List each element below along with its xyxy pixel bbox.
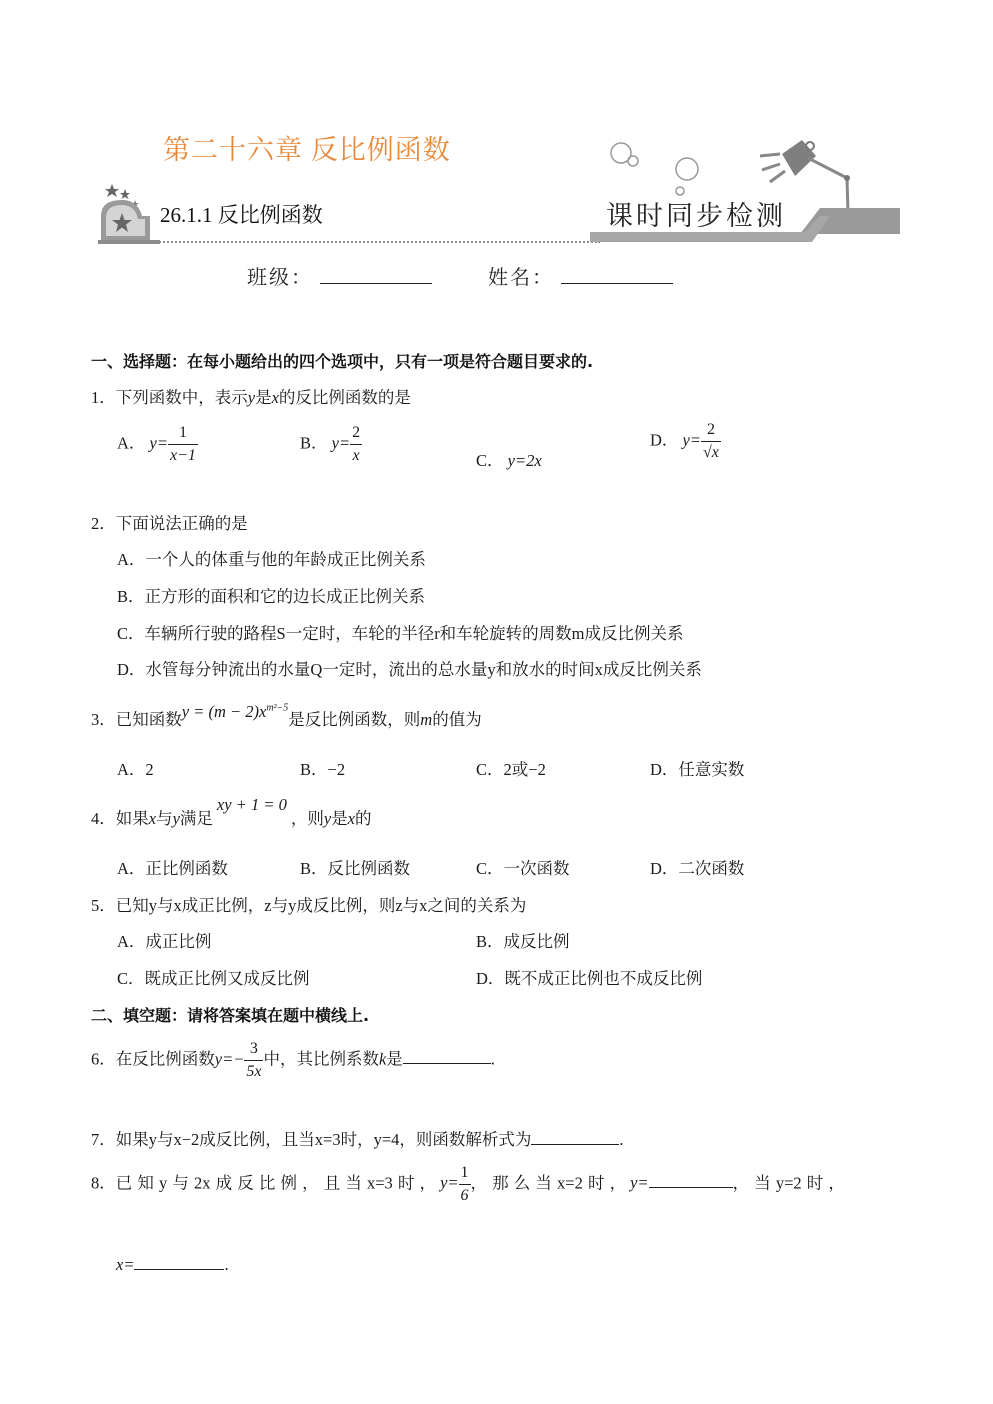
stem-text: ， 当 y=2 时 ，: [732, 1173, 845, 1193]
question-7-stem: [91, 1126, 624, 1150]
question-3-stem: [91, 702, 482, 730]
q5-option-a[interactable]: [117, 928, 211, 952]
q2-option-c[interactable]: [117, 620, 684, 644]
question-4-stem: [91, 795, 372, 829]
fraction: [701, 421, 721, 462]
var-x: x: [148, 809, 157, 828]
q3-option-a[interactable]: [117, 756, 154, 780]
name-input-line[interactable]: [561, 265, 673, 284]
star-badge-icon: [98, 180, 160, 244]
option-label: C．: [476, 760, 504, 779]
question-number: 5．: [91, 896, 116, 915]
numerator: 3: [249, 1040, 258, 1057]
q1-option-c[interactable]: [476, 447, 542, 471]
var-k: k: [378, 1049, 387, 1069]
stem-text: 的反比例函数的是: [278, 388, 411, 407]
question-1-stem: [91, 384, 411, 408]
option-label: A．: [117, 550, 146, 569]
option-label: A．: [117, 760, 146, 779]
question-number: 8．: [91, 1173, 116, 1193]
q5-option-b[interactable]: [476, 928, 570, 952]
class-label: 班级：: [247, 267, 313, 289]
stem-text: 的: [354, 809, 372, 828]
q2-option-d[interactable]: [117, 656, 702, 680]
numerator: 1: [178, 424, 187, 441]
stem-text: 的值为: [432, 710, 482, 729]
var-y: y: [323, 809, 332, 828]
option-text: 任意实数: [678, 760, 745, 779]
q4-option-a[interactable]: [117, 855, 228, 879]
option-label: A．: [117, 932, 146, 951]
q1-option-b[interactable]: [300, 424, 362, 465]
question-number: 2．: [91, 514, 116, 533]
answer-blank-y[interactable]: [649, 1173, 733, 1188]
q2-option-b[interactable]: [117, 583, 425, 607]
name-label: 姓名：: [488, 267, 554, 289]
section-title: 26.1.1 反比例函数: [160, 203, 323, 227]
option-text: 二次函数: [678, 859, 745, 878]
q4-option-d[interactable]: [650, 855, 744, 879]
q3-option-b[interactable]: [300, 756, 345, 780]
question-8-continuation: [116, 1255, 229, 1275]
q4-option-b[interactable]: [300, 855, 410, 879]
option-label: B．: [300, 433, 328, 453]
option-label: A．: [117, 859, 146, 878]
option-expr: y=2x: [507, 451, 542, 470]
option-label: D．: [476, 969, 505, 988]
question-6-stem: [91, 1040, 495, 1081]
option-label: B．: [476, 932, 504, 951]
q1-option-d[interactable]: [650, 421, 721, 462]
option-text: 正比例函数: [145, 859, 228, 878]
y-equals: y=: [630, 1173, 649, 1193]
question-number: 6．: [91, 1049, 116, 1069]
period: .: [224, 1255, 229, 1274]
option-text: 成正比例: [145, 932, 212, 951]
question-number: 1．: [91, 388, 116, 407]
stem-text: 已知y与x成正比例，z与y成反比例，则z与x之间的关系为: [115, 896, 527, 915]
var-x: x: [271, 388, 279, 407]
option-text: 正方形的面积和它的边长成正比例关系: [144, 587, 426, 606]
option-label: D．: [117, 660, 146, 679]
option-text: 车辆所行驶的路程S一定时，车轮的半径r和车轮旋转的周数m成反比例关系: [144, 624, 684, 643]
var-y: y: [247, 388, 256, 407]
q3-option-d[interactable]: [650, 756, 744, 780]
stem-text: 与: [156, 809, 173, 828]
question-number: 7．: [91, 1130, 116, 1149]
fraction: [459, 1164, 471, 1205]
option-text: 2: [145, 760, 154, 779]
answer-blank[interactable]: [531, 1130, 619, 1145]
option-text: −2: [327, 760, 346, 779]
stem-text: 中，其比例系数: [263, 1049, 379, 1069]
formula-lhs: y=−: [214, 1049, 245, 1069]
denominator: x: [350, 444, 362, 465]
desk-lamp-icon: [590, 136, 900, 242]
x-equals: x=: [116, 1255, 135, 1274]
fraction: [350, 424, 362, 465]
var-m: m: [420, 710, 433, 729]
section-1-heading: 一、选择题：在每小题给出的四个选项中，只有一项是符合题目要求的.: [91, 352, 594, 371]
formula-lhs: y=: [440, 1173, 459, 1193]
q1-option-a[interactable]: [117, 424, 198, 465]
question-5-stem: [91, 892, 526, 916]
option-label: C．: [476, 859, 504, 878]
option-text: 既不成正比例也不成反比例: [504, 969, 703, 988]
var-y: y: [172, 809, 180, 828]
stem-text: 是反比例函数，则: [288, 710, 421, 729]
option-lhs: y=: [331, 433, 351, 453]
stem-text: 在反比例函数: [115, 1049, 215, 1069]
denominator: 6: [459, 1184, 471, 1205]
denominator: 5x: [244, 1060, 263, 1081]
stem-text: 已知函数: [115, 710, 182, 729]
header-rule: [100, 238, 600, 243]
option-text: 既成正比例又成反比例: [144, 969, 310, 988]
answer-blank-x[interactable]: [134, 1255, 224, 1270]
fraction: [244, 1040, 263, 1081]
class-input-line[interactable]: [320, 265, 432, 284]
stem-text: ， 那 么 当 x=2 时 ，: [470, 1173, 627, 1193]
class-field: [247, 261, 432, 290]
stem-text: 下列函数中，表示: [115, 388, 248, 407]
question-number: 3．: [91, 710, 116, 729]
option-text: 一个人的体重与他的年龄成正比例关系: [145, 550, 426, 569]
fraction: [168, 424, 198, 465]
option-label: A．: [117, 433, 146, 453]
stem-text: 已 知 y 与 2x 成 反 比 例 ， 且 当 x=3 时 ，: [115, 1173, 437, 1193]
option-label: B．: [300, 859, 328, 878]
option-lhs: y=: [682, 430, 702, 450]
stem-text: 是: [386, 1049, 403, 1069]
option-label: D．: [650, 859, 679, 878]
stem-text: 满足: [179, 809, 213, 828]
section-2-heading: 二、填空题：请将答案填在题中横线上.: [91, 1006, 370, 1025]
option-lhs: y=: [149, 433, 169, 453]
period: .: [490, 1049, 495, 1069]
question-8-stem: [91, 1164, 845, 1205]
var-x: x: [347, 809, 355, 828]
option-label: D．: [650, 760, 679, 779]
q4-option-c[interactable]: [476, 855, 570, 879]
numerator: 2: [352, 424, 361, 441]
answer-blank[interactable]: [403, 1049, 491, 1064]
option-label: C．: [476, 451, 504, 470]
denominator: x−1: [168, 444, 198, 465]
stem-text: ，则: [290, 809, 324, 828]
question-2-stem: [91, 510, 248, 534]
q5-option-d[interactable]: [476, 965, 702, 989]
q3-option-c[interactable]: [476, 756, 546, 780]
option-label: B．: [117, 587, 145, 606]
formula: y = (m − 2)x: [181, 702, 267, 721]
option-text: 水管每分钟流出的水量Q一定时，流出的总水量y和放水的时间x成反比例关系: [145, 660, 702, 679]
stem-text: 如果y与x−2成反比例，且当x=3时，y=4，则函数解析式为: [115, 1130, 532, 1149]
name-field: [488, 261, 673, 290]
q2-option-a[interactable]: [117, 546, 426, 570]
option-text: 成反比例: [503, 932, 570, 951]
denominator: √x: [701, 441, 721, 462]
question-number: 4．: [91, 809, 116, 828]
stem-text: 下面说法正确的是: [115, 514, 248, 533]
stem-text: 是: [255, 388, 272, 407]
option-text: 反比例函数: [327, 859, 411, 878]
option-text: 一次函数: [503, 859, 570, 878]
stem-text: 如果: [115, 809, 149, 828]
chapter-title: 第二十六章 反比例函数: [163, 135, 451, 165]
period: .: [619, 1130, 624, 1149]
numerator: 1: [460, 1164, 469, 1181]
q5-option-c[interactable]: [117, 965, 310, 989]
numerator: 2: [706, 421, 715, 438]
formula: xy + 1 = 0: [216, 795, 287, 814]
option-label: B．: [300, 760, 328, 779]
option-label: D．: [650, 430, 679, 450]
option-text: 2或−2: [503, 760, 546, 779]
option-label: C．: [117, 624, 145, 643]
formula-exponent: m²−5: [266, 702, 289, 714]
brand-title: 课时同步检测: [606, 201, 786, 232]
stem-text: 是: [331, 809, 348, 828]
option-label: C．: [117, 969, 145, 988]
